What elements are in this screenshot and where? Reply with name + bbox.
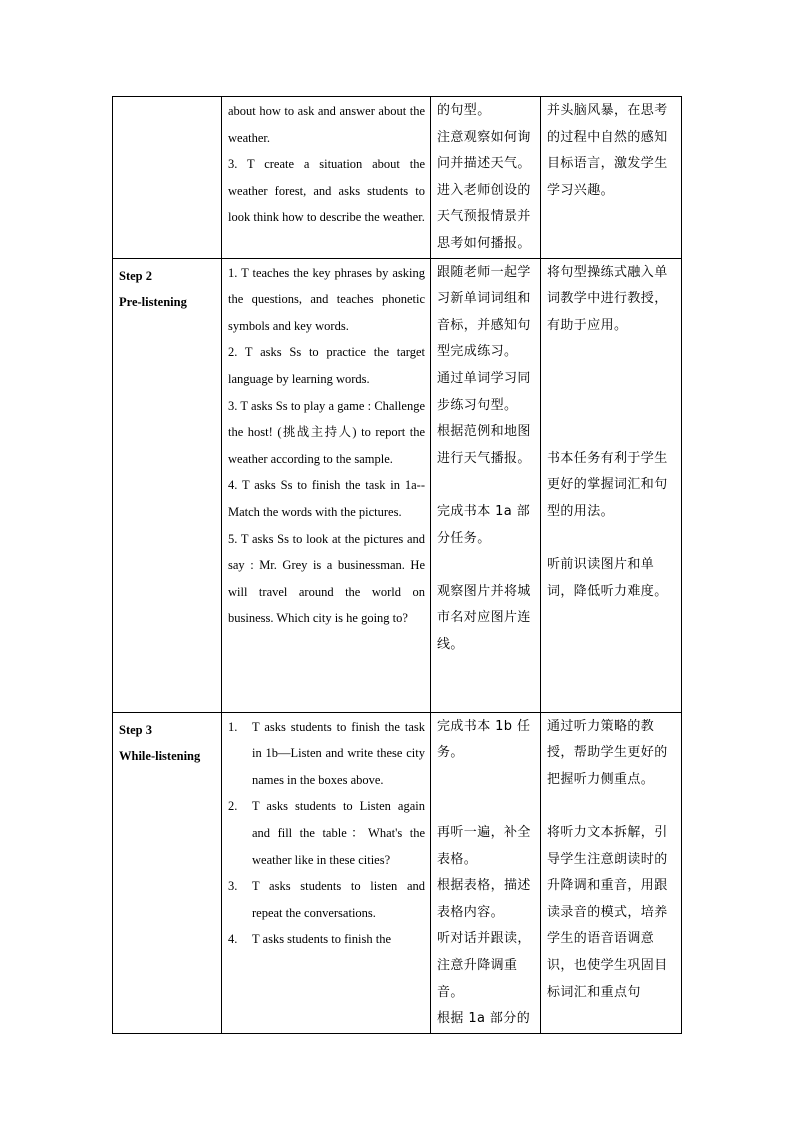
teacher-activity-cell [222, 258, 431, 712]
activity-text: 5. T asks Ss to look at the pictures and say : Mr. Grey is a businessman. He will travel around the world on business. Which city is he going to? [228, 531, 425, 626]
activity-item: 4. T asks students to finish the [228, 932, 392, 947]
table-row [113, 258, 682, 712]
teacher-activity-cell [222, 97, 431, 259]
purpose-text: 将听力文本拆解，引导学生注意朗读时的升降调和重音，用跟读录音的模式，培养学生的语音语调意识，也使学生巩固目标词汇和重点句 [547, 824, 668, 1000]
purpose-text: 并头脑风暴，在思考的过程中自然的感知目标语言，激发学生学习兴趣。 [547, 103, 668, 198]
student-text: 观察图片并将城市名对应图片连线。 [437, 583, 531, 652]
step-cell [113, 712, 222, 1033]
step-label: Step 3 [119, 722, 152, 737]
purpose-text: 将句型操练式融入单词教学中进行教授，有助于应用。 [547, 264, 668, 333]
activity-item: 2. T asks students to Listen again and fill the table：What's the weather like in these cities? [228, 799, 425, 867]
student-text: 完成书本 1a 部分任务。 [437, 503, 531, 546]
student-text: 通过单词学习同步练习句型。 [437, 370, 531, 413]
student-text: 注意观察如何询问并描述天气。 [437, 129, 531, 172]
purpose-cell [541, 258, 682, 712]
student-text: 再听一遍，补全表格。 [437, 824, 531, 867]
activity-item: 1. T asks students to finish the task in 1b—Listen and write these city names in the boxes above. [228, 719, 425, 787]
student-activity-cell [431, 97, 541, 259]
step-label: Step 2 [119, 268, 152, 283]
activity-text: 3. T asks Ss to play a game : Challenge the host! (挑战主持人) to report the weather according to the sample. [228, 398, 425, 466]
step-title: While-listening [119, 749, 201, 764]
activity-text: 4. T asks Ss to finish the task in 1a-- Match the words with the pictures. [228, 478, 425, 519]
activity-text: 2. T asks Ss to practice the target language by learning words. [228, 345, 425, 386]
student-text: 完成书本 1b 任务。 [437, 718, 531, 761]
activity-text: 1. T teaches the key phrases by asking the questions, and teaches phonetic symbols and key words. [228, 265, 425, 333]
student-activity-cell [431, 258, 541, 712]
purpose-text: 书本任务有利于学生更好的掌握词汇和句型的用法。 [547, 450, 668, 519]
lesson-plan-table [112, 96, 682, 1034]
step-cell [113, 97, 222, 259]
student-text: 的句型。 [437, 103, 491, 118]
step-cell [113, 258, 222, 712]
step-title: Pre-listening [119, 295, 187, 310]
student-activity-cell [431, 712, 541, 1033]
purpose-cell [541, 712, 682, 1033]
table-row [113, 712, 682, 1033]
student-text: 听对话并跟读，注意升降调重音。 [437, 931, 531, 1000]
student-text: 进入老师创设的天气预报情景并思考如何播报。 [437, 182, 531, 251]
purpose-text: 听前识读图片和单词，降低听力难度。 [547, 557, 668, 599]
student-text: 跟随老师一起学习新单词词组和音标，并感知句型完成练习。 [437, 264, 531, 360]
student-text: 根据 1a 部分的 [437, 1011, 531, 1027]
activity-item: 3. T asks students to listen and repeat the conversations. [228, 879, 425, 920]
table-row [113, 97, 682, 259]
activity-text: 3. T create a situation about the weather forest, and asks students to look think how to describe the weather. [228, 157, 425, 225]
student-text: 根据表格，描述表格内容。 [437, 878, 531, 920]
teacher-activity-cell [222, 712, 431, 1033]
purpose-cell [541, 97, 682, 259]
purpose-text: 通过听力策略的教授，帮助学生更好的把握听力侧重点。 [547, 718, 668, 787]
student-text: 根据范例和地图进行天气播报。 [437, 424, 531, 466]
activity-text: about how to ask and answer about the weather. [228, 104, 425, 145]
